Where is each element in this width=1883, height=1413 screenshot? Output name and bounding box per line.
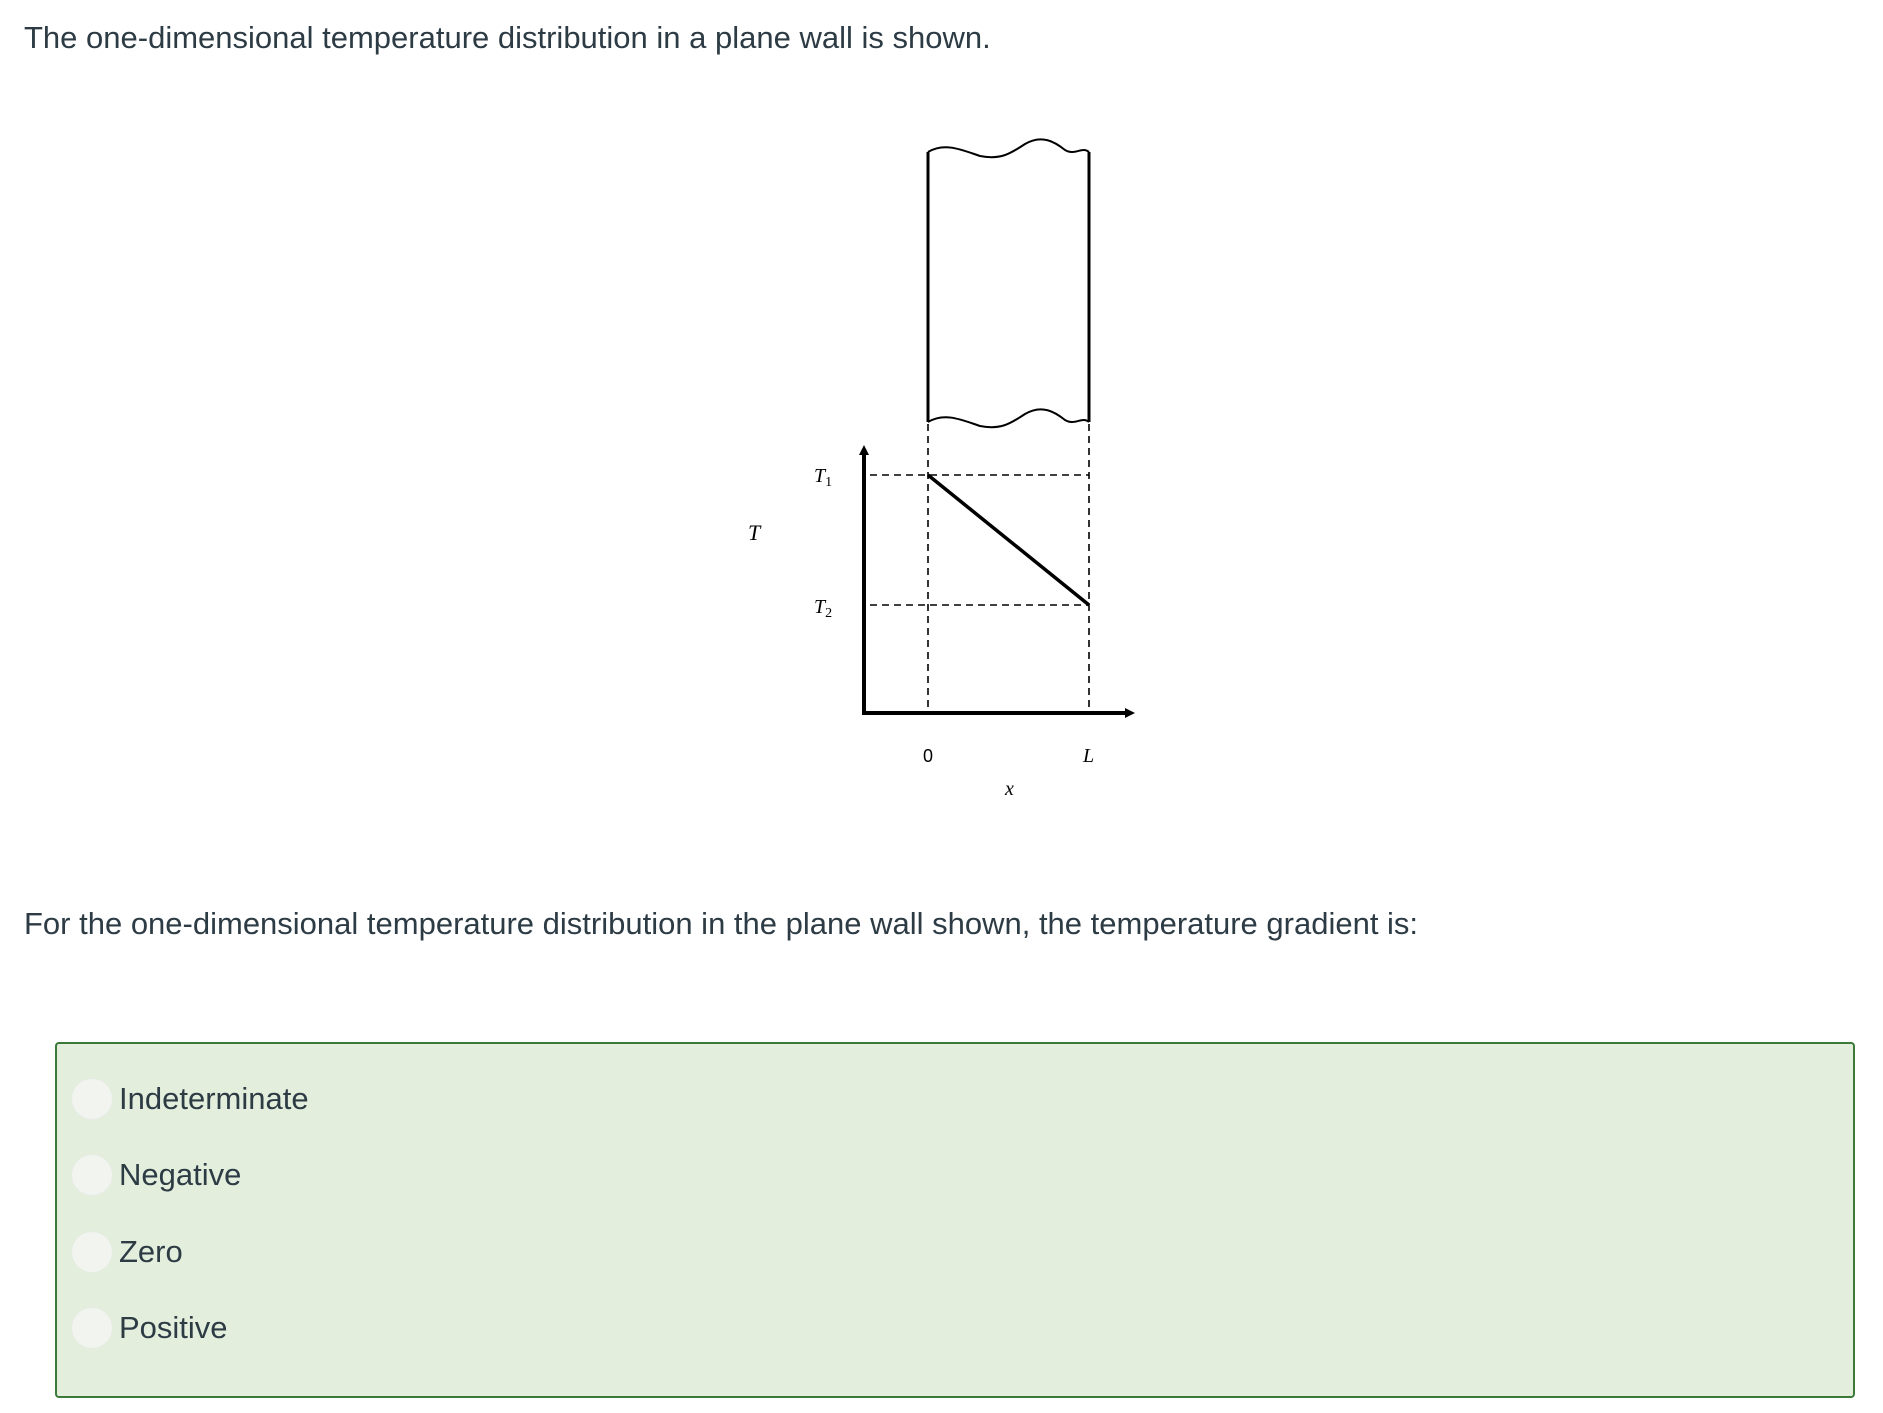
radio-positive[interactable]	[71, 1307, 113, 1349]
label-x0: 0	[923, 746, 934, 766]
answer-label-positive[interactable]: Positive	[119, 1310, 228, 1345]
plane-wall	[928, 139, 1089, 427]
question-intro: The one-dimensional temperature distribution in a plane wall is shown.	[24, 20, 991, 55]
label-t1: $T_1$	[814, 465, 833, 490]
question-prompt: For the one-dimensional temperature distribution in the plane wall shown, the temperature gradient is:	[24, 906, 1419, 941]
temperature-profile-line	[928, 475, 1089, 605]
label-axis-t: T	[748, 520, 761, 545]
answer-option-zero[interactable]	[71, 1225, 183, 1279]
radio-negative[interactable]	[71, 1154, 113, 1196]
answer-options-panel	[55, 1042, 1855, 1398]
temperature-distribution-diagram	[700, 120, 1160, 820]
guide-lines	[870, 424, 1089, 708]
wall-break-top	[928, 139, 1089, 157]
answer-label-negative[interactable]: Negative	[119, 1157, 242, 1192]
answer-label-zero[interactable]: Zero	[119, 1234, 183, 1269]
radio-zero[interactable]	[71, 1231, 113, 1273]
radio-indeterminate[interactable]	[71, 1078, 113, 1120]
answer-label-indeterminate[interactable]: Indeterminate	[119, 1081, 309, 1116]
answer-option-indeterminate[interactable]	[71, 1072, 309, 1126]
label-t2: $T_2$	[814, 596, 833, 621]
diagram-svg	[700, 120, 1160, 820]
answer-option-negative[interactable]	[71, 1148, 241, 1202]
label-xl: L	[1083, 745, 1095, 767]
answer-option-positive[interactable]	[71, 1301, 228, 1355]
label-axis-x: x	[1005, 778, 1014, 800]
wall-break-bottom	[928, 409, 1089, 427]
